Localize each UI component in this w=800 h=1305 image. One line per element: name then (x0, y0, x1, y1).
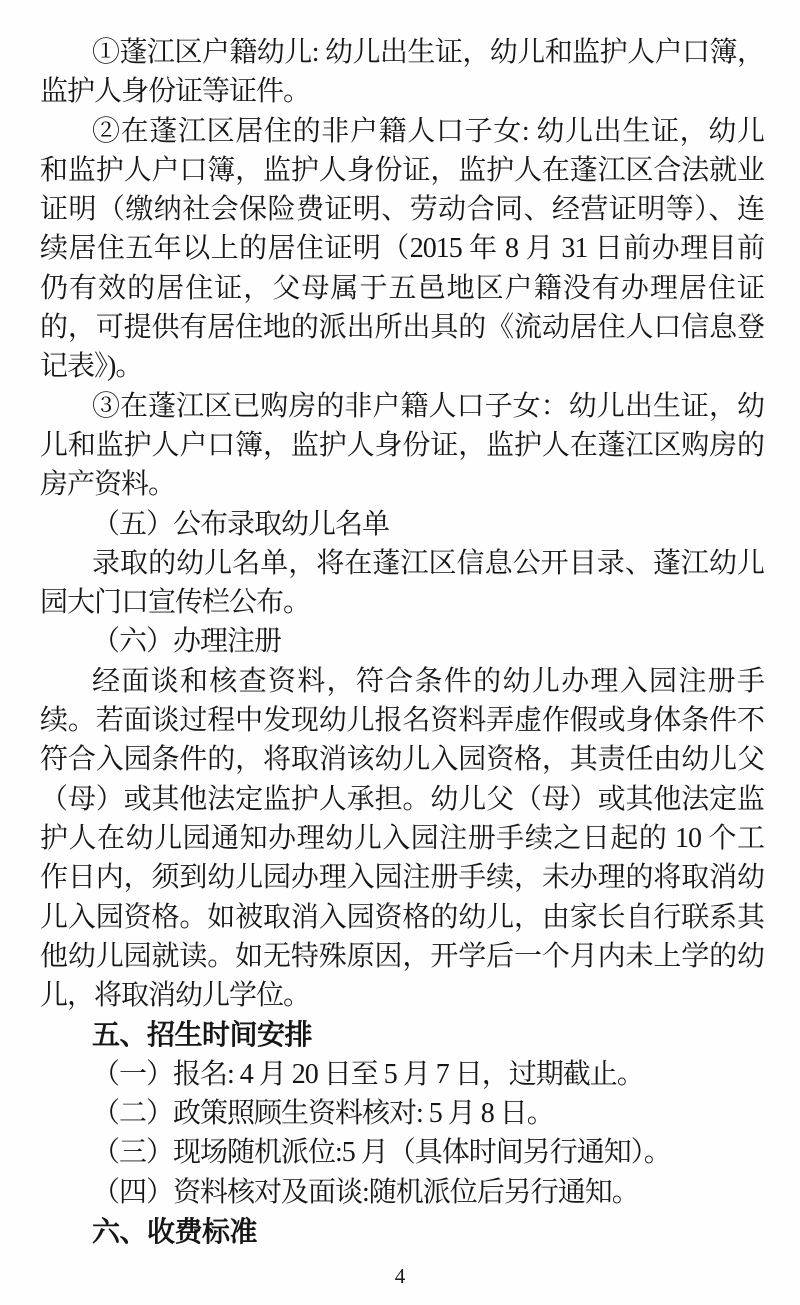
page-number: 4 (394, 1264, 406, 1288)
doc-line: 的，可提供有居住地的派出所出具的《流动居住人口信息登 (40, 312, 764, 344)
doc-line: 记表》)。 (40, 351, 143, 383)
doc-line: 续。若面谈过程中发现幼儿报名资料弄虚作假或身体条件不 (40, 705, 764, 737)
doc-line: （母）或其他法定监护人承担。幼儿父（母）或其他法定监 (40, 783, 764, 815)
sub-heading (40, 505, 764, 544)
list-item (40, 1173, 764, 1212)
doc-line: 录取的幼儿名单，将在蓬江区信息公开目录、蓬江幼儿 (92, 547, 764, 579)
paragraph (40, 33, 764, 112)
doc-line: 他幼儿园就读。如无特殊原因，开学后一个月内未上学的幼 (40, 940, 764, 972)
paragraph (40, 112, 764, 387)
doc-line: ①蓬江区户籍幼儿: 幼儿出生证，幼儿和监护人户口簿， (92, 37, 764, 68)
list-item (40, 1133, 764, 1172)
doc-line: ②在蓬江区居住的非户籍人口子女: 幼儿出生证，幼儿 (92, 115, 764, 147)
doc-line: 经面谈和核查资料，符合条件的幼儿办理入园注册手 (92, 665, 764, 697)
section-heading (40, 1015, 764, 1054)
doc-line: 续居住五年以上的居住证明（2015 年 8 月 31 日前办理目前 (40, 233, 764, 265)
doc-line: 房产资料。 (40, 469, 176, 501)
doc-line: 儿入园资格。如被取消入园资格的幼儿，由家长自行联系其 (40, 901, 764, 933)
doc-line: ③在蓬江区已购房的非户籍人口子女：幼儿出生证，幼 (92, 390, 764, 422)
doc-line: 园大门口宣传栏公布。 (40, 587, 311, 619)
doc-line: 六、收费标准 (92, 1215, 258, 1247)
doc-line: 符合入园条件的，将取消该幼儿入园资格，其责任由幼儿父 (40, 744, 764, 776)
paragraph (40, 662, 764, 1016)
list-item (40, 1055, 764, 1094)
doc-line: （三）现场随机派位:5 月（具体时间另行通知）。 (92, 1137, 671, 1169)
doc-line: 护人在幼儿园通知办理幼儿入园注册手续之日起的 10 个工 (40, 822, 764, 854)
list-item (40, 1094, 764, 1133)
doc-line: 监护人身份证等证件。 (40, 76, 311, 108)
section-heading (40, 1212, 764, 1251)
doc-line: （五）公布录取幼儿名单 (92, 508, 390, 540)
doc-line: 儿和监护人户口簿，监护人身份证，监护人在蓬江区购房的 (40, 429, 764, 461)
doc-line: 仍有效的居住证，父母属于五邑地区户籍没有办理居住证 (40, 272, 764, 304)
document-body (40, 33, 764, 1251)
doc-line: （六）办理注册 (92, 626, 282, 658)
doc-line: （一）报名: 4 月 20 日至 5 月 7 日，过期截止。 (92, 1058, 644, 1090)
sub-heading (40, 622, 764, 661)
doc-line: 和监护人户口簿，监护人身份证，监护人在蓬江区合法就业 (40, 154, 764, 186)
doc-line: 儿，将取消幼儿学位。 (40, 980, 311, 1012)
doc-line: （二）政策照顾生资料核对: 5 月 8 日。 (92, 1098, 554, 1130)
doc-line: 五、招生时间安排 (92, 1019, 313, 1051)
doc-line: （四）资料核对及面谈:随机派位后另行通知。 (92, 1176, 639, 1208)
paragraph (40, 387, 764, 505)
doc-line: 证明（缴纳社会保险费证明、劳动合同、经营证明等）、连 (40, 194, 764, 226)
doc-line: 作日内，须到幼儿园办理入园注册手续，未办理的将取消幼 (40, 862, 764, 894)
paragraph (40, 544, 764, 623)
